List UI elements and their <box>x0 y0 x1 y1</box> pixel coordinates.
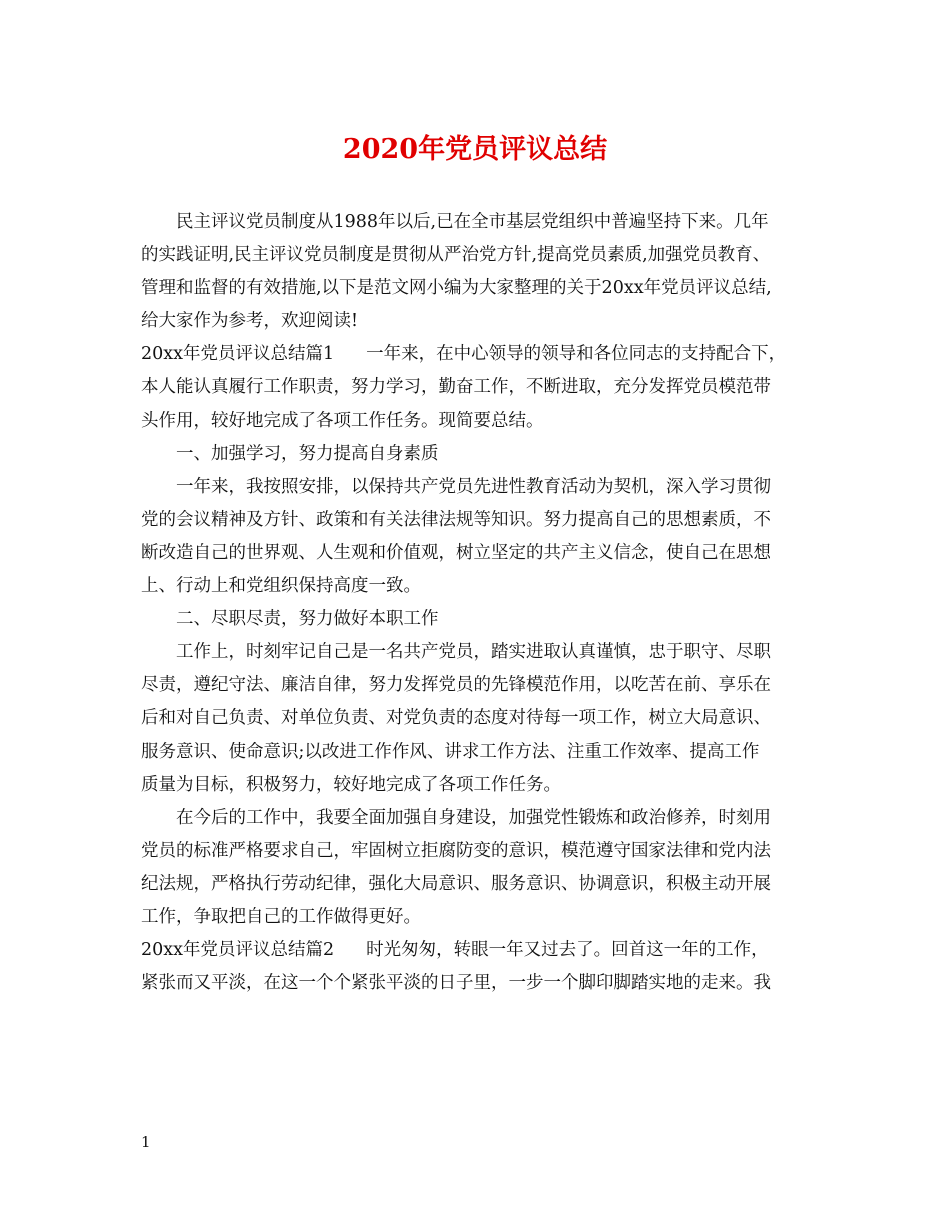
document-body <box>141 206 816 1000</box>
text-line: 给大家作为参考，欢迎阅读! <box>141 311 359 332</box>
text-line: 工作，争取把自己的工作做得更好。 <box>141 906 421 927</box>
text-line: 服务意识、使命意识;以改进工作作风、讲求工作方法、注重工作效率、提高工作 <box>141 741 760 762</box>
text-line: 本人能认真履行工作职责，努力学习，勤奋工作，不断进取，充分发挥党员模范带 <box>141 377 771 398</box>
text-line: 后和对自己负责、对单位负责、对党负责的态度对待每一项工作，树立大局意识、 <box>141 708 771 729</box>
text-line: 党的会议精神及方针、政策和有关法律法规等知识。努力提高自己的思想素质，不 <box>141 509 771 530</box>
text-line: 在今后的工作中，我要全面加强自身建设，加强党性锻炼和政治修养，时刻用 <box>176 807 771 828</box>
document-title: 2020年党员评议总结 <box>342 134 608 165</box>
section-label-1: 20xx年党员评议总结篇1 <box>141 344 335 365</box>
section-intro-1: 一年来，在中心领导的领导和各位同志的支持配合下， <box>366 344 787 365</box>
text-line: 工作上，时刻牢记自己是一名共产党员，踏实进取认真谨慎，忠于职守、尽职 <box>176 642 771 663</box>
text-line: 纪法规，严格执行劳动纪律，强化大局意识、服务意识、协调意识，积极主动开展 <box>141 873 771 894</box>
section-intro-2: 时光匆匆，转眼一年又过去了。回首这一年的工作， <box>366 940 769 961</box>
text-line: 断改造自己的世界观、人生观和价值观，树立坚定的共产主义信念，使自己在思想 <box>141 542 771 563</box>
subheading: 一、加强学习，努力提高自身素质 <box>176 443 439 464</box>
text-line: 头作用，较好地完成了各项工作任务。现简要总结。 <box>141 410 544 431</box>
text-line: 一年来，我按照安排，以保持共产党员先进性教育活动为契机，深入学习贯彻 <box>176 476 771 497</box>
page-number: 1 <box>141 1133 151 1151</box>
section-heading-line-1 <box>141 338 816 371</box>
text-line: 民主评议党员制度从1988年以后,已在全市基层党组织中普遍坚持下来。几年 <box>176 212 769 232</box>
text-line: 党员的标准严格要求自己，牢固树立拒腐防变的意识，模范遵守国家法律和党内法 <box>141 840 771 861</box>
text-line: 管理和监督的有效措施,以下是范文网小编为大家整理的关于20xx年党员评议总结, <box>141 278 772 299</box>
text-line: 紧张而又平淡，在这一个个紧张平淡的日子里，一步一个脚印脚踏实地的走来。我 <box>141 973 771 994</box>
text-line: 上、行动上和党组织保持高度一致。 <box>141 576 421 597</box>
subheading: 二、尽职尽责，努力做好本职工作 <box>176 609 439 630</box>
text-line: 的实践证明,民主评议党员制度是贯彻从严治党方针,提高党员素质,加强党员教育、 <box>141 245 771 266</box>
section-label-2: 20xx年党员评议总结篇2 <box>141 940 335 961</box>
section-heading-line-2 <box>141 934 816 967</box>
text-line: 尽责，遵纪守法、廉洁自律，努力发挥党员的先锋模范作用，以吃苦在前、享乐在 <box>141 675 771 696</box>
text-line: 质量为目标，积极努力，较好地完成了各项工作任务。 <box>141 774 561 795</box>
